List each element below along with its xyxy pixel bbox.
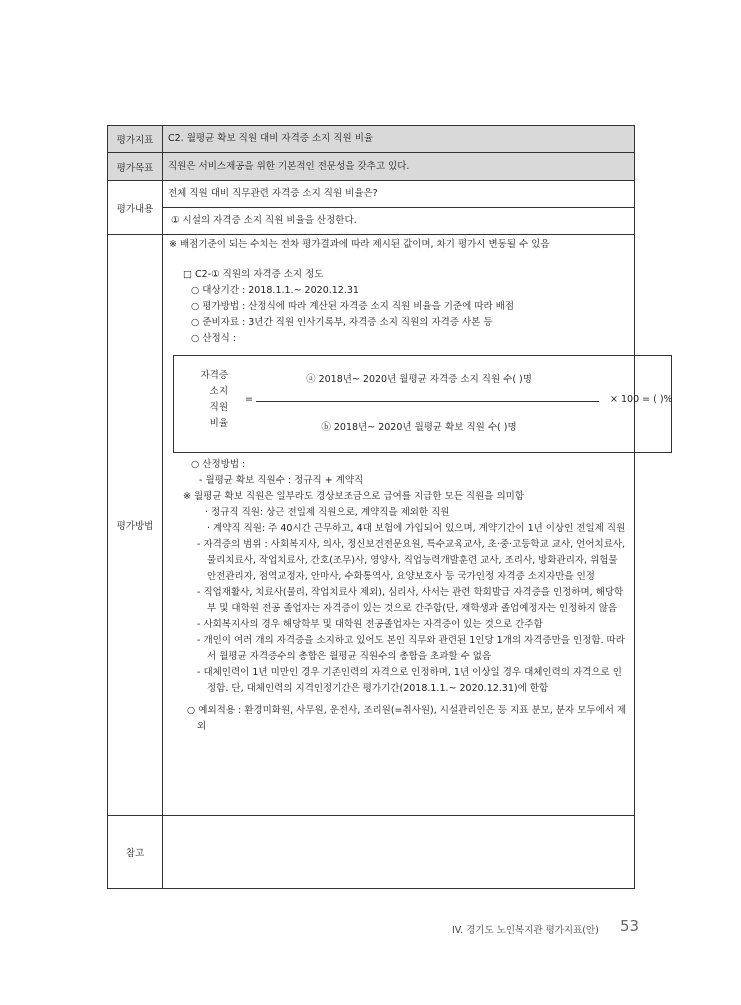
c2-title: □ C2-① 직원의 자격증 소지 정도 — [183, 269, 324, 280]
calc-line: · 정규직 직원: 상근 전일제 직원으로, 계약직을 제외한 직원 — [205, 507, 450, 518]
calc-line: - 월평균 확보 직원수 : 정규직 + 계약직 — [199, 475, 364, 486]
calc-line: - 직업재활사, 치료사(물리, 작업치료사 제외), 심리사, 사서는 관련 학회발급 자격증을 인정하며, 해당학부 및 대학원 전공 졸업자는 자격증이 있는 것으로 간주함(단, 재학생과 졸업예정자는 인정하지 않음 — [197, 587, 624, 614]
method-note: ※ 배점기준이 되는 수치는 전차 평가결과에 따라 제시된 값이며, 차기 평가시 변동될 수 있음 — [169, 239, 550, 250]
formula-denominator: ⓑ 2018년~ 2020년 월평균 확보 직원 수( )명 — [321, 422, 517, 433]
calc-line: - 자격증의 범위 : 사회복지사, 의사, 정신보건전문요원, 특수교육교사, 초·중·고등학교 교사, 언어치료사, 물리치료사, 작업치료사, 간호(조무)사, 영양사, 직업능력개발훈련 교사, 조리사, 방화관리자, 위험물 안전관리자, 점역교정자, 안마사, 수화통역사, 요양보호사 등 국가인정 자격증 소지자만을 인정 — [197, 539, 626, 582]
exception-note: ○ 예외적용 : 환경미화원, 사무원, 운전사, 조리원(=취사원), 시설관리인은 등 지표 분모, 분자 모두에서 제외 — [187, 705, 627, 732]
formula-multiplier: × 100 = ( )% — [610, 394, 673, 405]
fraction-bar — [256, 401, 599, 402]
calc-title: ○ 산정방법 : — [191, 459, 246, 470]
formula-box — [173, 355, 672, 453]
calc-line: · 계약직 직원: 주 40시간 근무하고, 4대 보험에 가입되어 있으며, 계약기간이 1년 이상인 전일제 직원 — [207, 523, 626, 534]
reference-value — [163, 816, 635, 889]
calc-line: - 사회복지사의 경우 해당학부 및 대학원 전공졸업자는 자격증이 있는 것으로 간주함 — [197, 619, 543, 630]
page-number: 53 — [620, 917, 640, 935]
calc-line: - 대체인력이 1년 미만인 경우 기존인력의 자격으로 인정하며, 1년 이상일 경우 대체인력의 자격으로 인정함. 단, 대체인력의 지격인정기간은 평가기간(2018.1.1.~ 2020.12.31)에 한함 — [197, 667, 622, 694]
formula-numerator: ⓐ 2018년~ 2020년 월평균 자격증 소지 직원 수( )명 — [306, 374, 532, 385]
goal-label: 평가목표 — [108, 153, 163, 181]
formula-label-line: 자격증 — [200, 370, 228, 381]
method-label: 평가방법 — [108, 235, 163, 816]
formula-equals: = — [245, 394, 253, 405]
method-item: ○ 평가방법 : 산정식에 따라 계산된 자격증 소지 직원 비율을 기준에 따라 배점 — [191, 301, 515, 312]
reference-label: 참고 — [108, 816, 163, 889]
method-body — [163, 235, 673, 816]
calc-line: ※ 월평균 확보 직원은 일부라도 경상보조금으로 급여를 지급한 모든 직원을 의미함 — [183, 491, 524, 502]
content-question: 전체 직원 대비 직무관련 자격증 소지 직원 비율은? — [168, 188, 378, 199]
evaluation-table — [107, 125, 673, 889]
footer-text: IV. 경기도 노인복지관 평가지표(안) — [452, 925, 599, 936]
method-item: ○ 산정식 : — [191, 333, 237, 344]
content-label: 평가내용 — [108, 181, 163, 235]
indicator-value: C2. 월평균 확보 직원 대비 자격증 소지 직원 비율 — [168, 133, 374, 144]
method-item: ○ 준비자료 : 3년간 직원 인사기록부, 자격증 소지 직원의 자격증 사본 등 — [191, 317, 493, 328]
formula-label-line: 소지 — [209, 386, 228, 397]
goal-value: 직원은 서비스제공을 위한 기본적인 전문성을 갖추고 있다. — [168, 160, 410, 172]
calc-line: - 개인이 여러 개의 자격증을 소지하고 있어도 본인 직무와 관련된 1인당 1개의 자격증만을 인정함. 따라서 월평균 자격증수의 총합은 월평균 직원수의 총합을 초과할 수 없음 — [197, 635, 625, 662]
formula-label-line: 비율 — [209, 418, 228, 429]
formula-label — [188, 368, 228, 432]
content-item: ① 시설의 자격증 소지 직원 비율을 산정한다. — [171, 215, 357, 226]
method-item: ○ 대상기간 : 2018.1.1.~ 2020.12.31 — [191, 285, 359, 296]
indicator-label: 평가지표 — [108, 126, 163, 153]
formula-label-line: 직원 — [209, 402, 228, 413]
